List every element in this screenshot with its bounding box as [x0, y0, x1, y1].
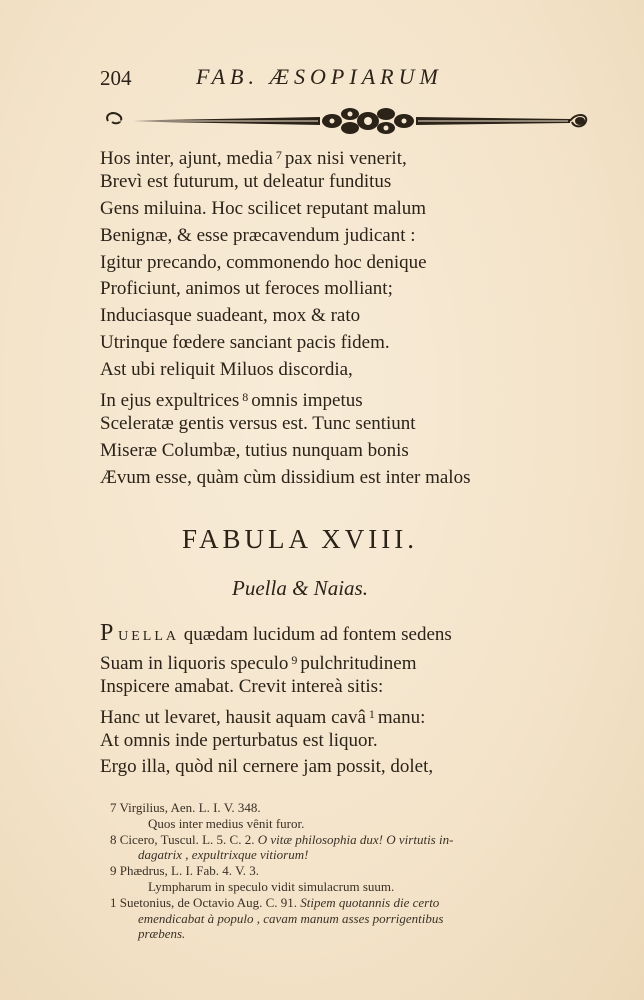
verse-text: In ejus expultrices	[100, 390, 240, 412]
verse-line: Ast ubi reliquit Miluos discordia,	[100, 359, 353, 381]
verse-line	[100, 384, 560, 411]
footnote-ref: 8	[242, 390, 249, 405]
fable-title: FABULA XVIII.	[182, 524, 418, 554]
verse-line: At omnis inde perturbatus est liquor.	[100, 729, 378, 751]
ornament-divider-icon	[100, 104, 594, 138]
verse-line: Benignæ, & esse præcavendum judicant :	[100, 224, 416, 246]
footnote-quote: Stipem quotannis die certo	[300, 894, 440, 910]
footnote-quote: O vitæ philosophia dux! O virtutis in-	[257, 831, 454, 847]
verse-line	[100, 701, 560, 728]
verse-line: Sceleratæ gentis versus est. Tunc sentiunt	[100, 412, 416, 434]
running-head: FAB. ÆSOPIARUM	[196, 64, 443, 89]
verse-line: Ergo illa, quòd nil cernere jam possit, dolet,	[100, 756, 434, 778]
verse-block-top	[100, 142, 560, 492]
footnote-text: 8 Cicero, Tuscul. L. 5. C. 2.	[110, 831, 255, 847]
verse-text: Hanc ut levaret, hausit aquam cavâ	[100, 706, 366, 728]
verse-line: Brevì est futurum, ut deleatur funditus	[100, 170, 392, 192]
verse-line: Ævum esse, quàm cùm dissidium est inter malos	[100, 466, 471, 488]
footnote-line: emendicabat à populo , cavam manum asses porrigentibus	[138, 910, 444, 926]
footnote-text: 1 Suetonius, de Octavio Aug. C. 91.	[110, 894, 298, 910]
drop-cap: P	[100, 620, 114, 646]
footnote-line: 7 Virgilius, Aen. L. I. V. 348.	[110, 800, 261, 815]
verse-line: Utrinque fœdere sanciant pacis fidem.	[100, 332, 390, 354]
footnote-line: præbens.	[138, 926, 186, 942]
footnote-line: Lympharum in speculo vidit simulacrum suum.	[148, 878, 395, 894]
verse-line	[100, 620, 560, 647]
verse-line	[100, 142, 560, 169]
footnote-line: 9 Phædrus, L. I. Fab. 4. V. 3.	[110, 863, 260, 879]
verse-line	[100, 647, 560, 674]
footnote-line: Quos inter medius vênit furor.	[148, 815, 305, 831]
verse-line: Inspicere amabat. Crevit intereà sitis:	[100, 675, 384, 697]
page-header	[100, 64, 540, 94]
verse-text: pulchritudinem	[300, 652, 417, 674]
verse-line: Miseræ Columbæ, tutius nunquam bonis	[100, 439, 409, 461]
verse-text: omnis impetus	[251, 390, 363, 412]
verse-line: Induciasque suadeant, mox & rato	[100, 305, 361, 327]
small-caps-word: UELLA	[118, 629, 179, 644]
footnote-line	[110, 832, 610, 848]
verse-line: Proficiunt, animos ut feroces molliant;	[100, 278, 393, 300]
footnote-ref: 1	[368, 706, 375, 721]
verse-text: pax nisi venerit,	[284, 148, 407, 169]
footnote-line: dagatrix , expultrixque vitiorum!	[138, 847, 309, 863]
footnote-line	[110, 895, 610, 911]
verse-block-bottom	[100, 620, 560, 781]
fable-subtitle: Puella & Naias.	[232, 576, 368, 600]
verse-text: manu:	[377, 706, 426, 728]
verse-line: Gens miluina. Hoc scilicet reputant malum	[100, 197, 427, 219]
verse-text: Suam in liquoris speculo	[100, 652, 289, 674]
page-number: 204	[100, 66, 132, 90]
footnotes	[110, 800, 610, 942]
verse-text: Hos inter, ajunt, media	[100, 148, 273, 169]
verse-line: Igitur precando, commonendo hoc denique	[100, 251, 427, 273]
footnote-ref: 7	[275, 148, 282, 162]
verse-text: quædam lucidum ad fontem sedens	[183, 624, 452, 645]
footnote-ref: 9	[291, 652, 298, 667]
